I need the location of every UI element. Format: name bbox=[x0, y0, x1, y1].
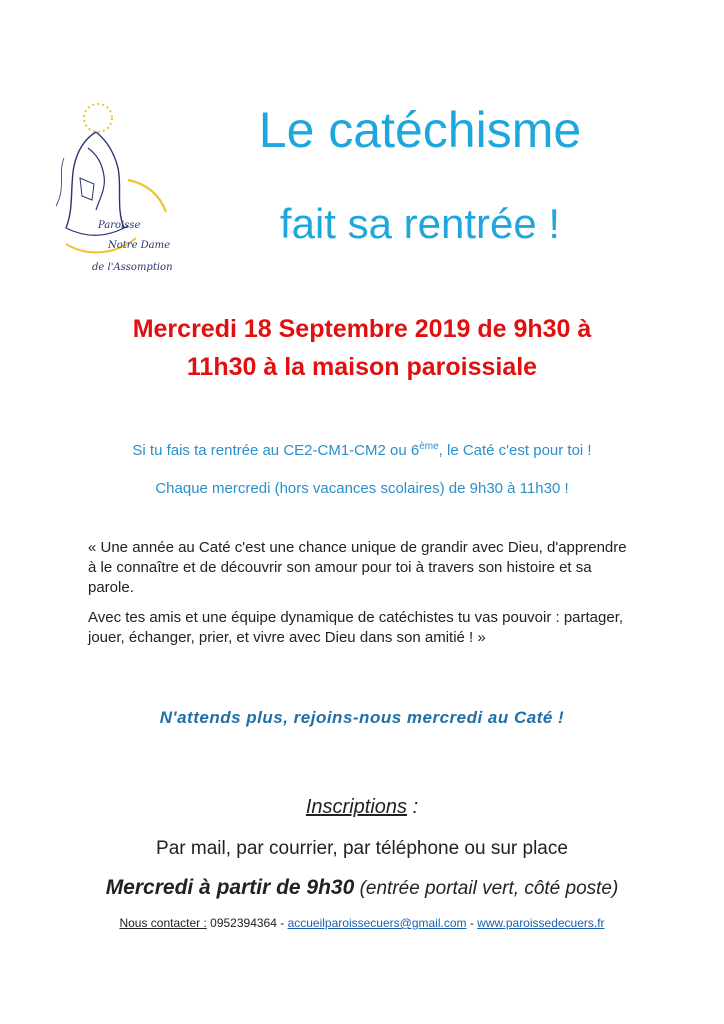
logo-text-3: de l'Assomption bbox=[92, 262, 173, 273]
contact-separator-2: - bbox=[466, 916, 478, 930]
info-line-1-end: , le Caté c'est pour toi ! bbox=[438, 442, 592, 459]
info-line-2: Chaque mercredi (hors vacances scolaires) de 9h30 à 11h30 ! bbox=[155, 480, 569, 497]
logo-text-1: Paroisse bbox=[98, 220, 141, 231]
madonna-logo-icon bbox=[36, 88, 196, 288]
info-line-1-start: Si tu fais ta rentrée au CE2-CM1-CM2 ou 6 bbox=[132, 442, 420, 459]
parish-logo bbox=[36, 88, 196, 288]
contact-email-link[interactable]: accueilparoissecuers@gmail.com bbox=[287, 916, 467, 930]
logo-text-2: Notre Dame bbox=[108, 240, 171, 251]
inscriptions-methods: Par mail, par courrier, par téléphone ou sur place bbox=[156, 838, 568, 859]
quote-block bbox=[88, 538, 636, 658]
inscriptions-when-bold: Mercredi à partir de 9h30 bbox=[105, 876, 355, 899]
event-line-2: 11h30 à la maison paroissiale bbox=[186, 353, 538, 381]
inscriptions-colon: : bbox=[407, 796, 419, 818]
inscriptions-when-rest: (entrée portail vert, côté poste) bbox=[354, 878, 619, 899]
quote-paragraph-1: « Une année au Caté c'est une chance unique de grandir avec Dieu, d'apprendre à le connaître et de découvrir son amour pour toi à travers son histoire et sa parole. bbox=[88, 539, 627, 596]
info-line-1-sup: ème bbox=[419, 441, 439, 452]
inscriptions-title: Inscriptions bbox=[305, 796, 408, 818]
inscriptions-heading bbox=[40, 796, 684, 819]
contact-label: Nous contacter : bbox=[119, 916, 207, 930]
contact-separator-1: - bbox=[276, 916, 288, 930]
event-date-block bbox=[40, 310, 684, 386]
inscriptions-when bbox=[40, 876, 684, 900]
contact-line bbox=[40, 916, 684, 930]
quote-paragraph-2: Avec tes amis et une équipe dynamique de catéchistes tu vas pouvoir : partager, jouer, échanger, prier, et vivre avec Dieu dans son amitié ! » bbox=[88, 609, 624, 646]
info-block bbox=[40, 436, 684, 516]
info-line-1 bbox=[40, 436, 684, 462]
page-title: Le catéchisme bbox=[258, 102, 582, 158]
event-line-1: Mercredi 18 Septembre 2019 de 9h30 à bbox=[132, 315, 592, 343]
contact-website-link[interactable]: www.paroissedecuers.fr bbox=[477, 916, 605, 930]
page-subtitle: fait sa rentrée ! bbox=[279, 200, 561, 247]
contact-phone: 0952394364 bbox=[210, 916, 277, 930]
call-to-action: N'attends plus, rejoins-nous mercredi au Caté ! bbox=[159, 708, 565, 727]
